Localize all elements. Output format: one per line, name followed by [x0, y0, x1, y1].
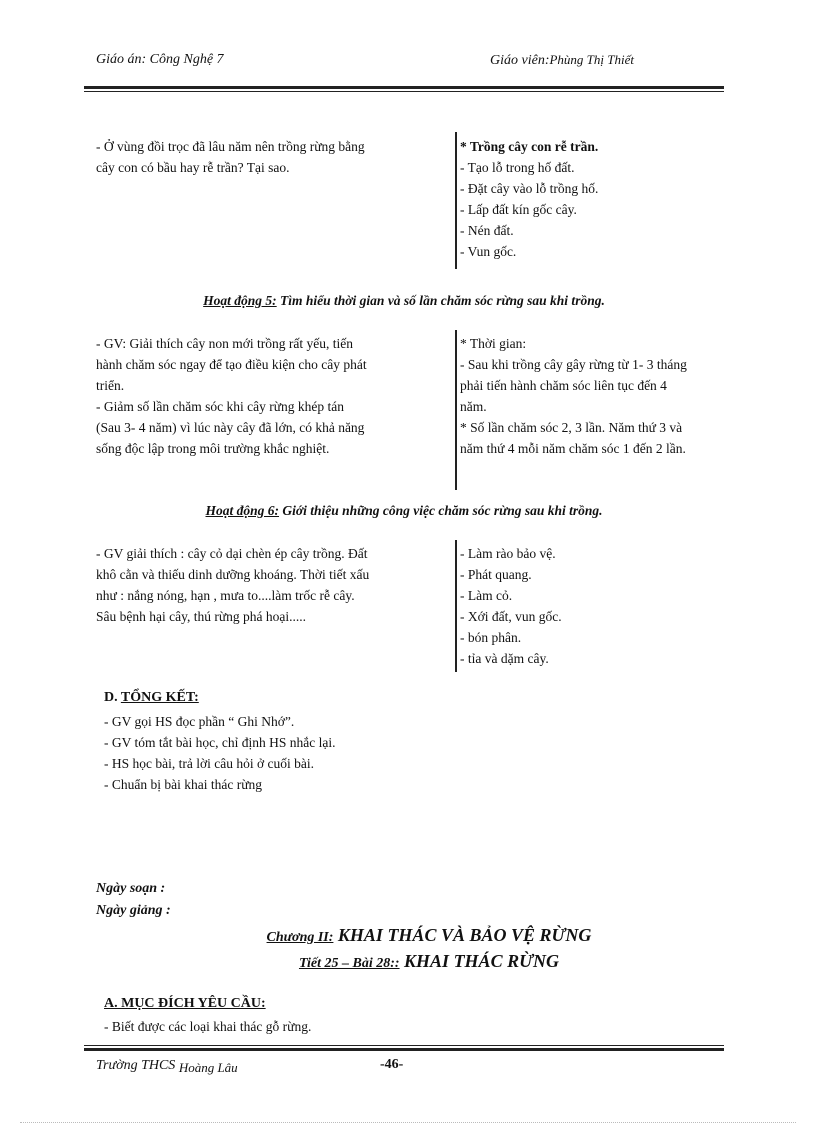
block2-right-line: năm thứ 4 mỗi năm chăm sóc 1 đến 2 lần. — [460, 441, 686, 456]
block1-right — [460, 136, 760, 262]
header-teacher-name: Phùng Thị Thiết — [549, 52, 634, 67]
activity5-text: Tìm hiểu thời gian và số lần chăm sóc rừng sau khi trồng. — [276, 293, 605, 308]
block1-right-line: - Lấp đất kín gốc cây. — [460, 202, 577, 217]
page-number: -46- — [380, 1057, 404, 1072]
lesson-title — [84, 951, 774, 972]
block2-left-line: triển. — [96, 378, 125, 393]
chapter-name: KHAI THÁC VÀ BẢO VỆ RỪNG — [333, 925, 592, 945]
block3-right-line: - Xới đất, vun gốc. — [460, 609, 562, 624]
header-teacher — [490, 52, 634, 69]
activity5-title — [84, 293, 724, 309]
block1-right-line: - Tạo lỗ trong hố đất. — [460, 160, 575, 175]
summary-heading-prefix: D. — [104, 690, 121, 705]
footer-school — [96, 1057, 238, 1074]
block1-right-line: - Đặt cây vào lỗ trồng hố. — [460, 181, 599, 196]
block2-right — [460, 333, 760, 459]
block1-left-line: - Ở vùng đồi trọc đã lâu năm nên trồng rừng bằng — [96, 139, 365, 154]
block3-right-line: - Làm cỏ. — [460, 588, 513, 603]
section-a-heading: A. MỤC ĐÍCH YÊU CẦU: — [104, 996, 266, 1011]
block2-left — [96, 333, 448, 459]
header-rule-thin — [84, 91, 724, 92]
section-a-item: - Biết được các loại khai thác gỗ rừng. — [104, 1019, 312, 1034]
block2-left-line: hành chăm sóc ngay để tạo điều kiện cho cây phát — [96, 357, 367, 372]
date-prepared: Ngày soạn : — [96, 881, 166, 896]
block3-left-line: - GV giải thích : cây cỏ dại chèn ép cây trồng. Đất — [96, 546, 368, 561]
block3-divider — [455, 540, 457, 672]
block2-left-line: - GV: Giải thích cây non mới trồng rất yếu, tiến — [96, 336, 353, 351]
block3-left — [96, 543, 448, 627]
block3-right-line: - Làm rào bảo vệ. — [460, 546, 556, 561]
footer-rule-thin — [84, 1045, 724, 1046]
header-subject: Giáo án: Công Nghệ 7 — [96, 52, 224, 67]
block1-left — [96, 136, 448, 178]
summary-item: - GV tóm tắt bài học, chỉ định HS nhắc lại. — [104, 735, 336, 750]
chapter-label: Chương II: — [266, 930, 334, 945]
block1-divider — [455, 132, 457, 269]
block3-left-line: khô cằn và thiếu dinh dưỡng khoáng. Thời tiết xấu — [96, 567, 370, 582]
summary-heading-text: TỔNG KẾT: — [120, 690, 199, 705]
block2-right-line: năm. — [460, 399, 487, 414]
summary-item: - Chuẩn bị bài khai thác rừng — [104, 777, 263, 792]
block2-right-line: - Sau khi trồng cây gây rừng từ 1- 3 tháng — [460, 357, 687, 372]
block2-divider — [455, 330, 457, 490]
footer-school-name: Hoàng Lâu — [178, 1060, 238, 1075]
block3-right-line: - tỉa và dặm cây. — [460, 651, 549, 666]
activity6-text: Giới thiệu những công việc chăm sóc rừng sau khi trồng. — [279, 503, 603, 518]
block1-right-title: * Trồng cây con rễ trần. — [460, 139, 599, 154]
block1-right-line: - Vun gốc. — [460, 244, 517, 259]
lesson-name: KHAI THÁC RỪNG — [399, 951, 560, 971]
summary-item: - HS học bài, trả lời câu hỏi ở cuối bài. — [104, 756, 314, 771]
summary-list — [104, 711, 504, 795]
lesson-label: Tiết 25 – Bài 28:: — [298, 956, 400, 971]
header-teacher-label: Giáo viên: — [490, 53, 550, 68]
header-rule-thick — [84, 86, 724, 89]
block1-right-line: - Nén đất. — [460, 223, 514, 238]
block3-right-line: - bón phân. — [460, 630, 522, 645]
block3-left-line: Sâu bệnh hại cây, thú rừng phá hoại..... — [96, 609, 307, 624]
activity6-label: Hoạt động 6: — [205, 503, 280, 518]
block2-left-line: (Sau 3- 4 năm) vì lúc này cây đã lớn, có khả năng — [96, 420, 365, 435]
activity6-title — [84, 503, 724, 519]
date-taught: Ngày giảng : — [96, 903, 171, 918]
chapter-title — [84, 925, 774, 946]
block3-left-line: như : nắng nóng, hạn , mưa to....làm trốc rễ cây. — [96, 588, 355, 603]
block2-left-line: sống độc lập trong môi trường khắc nghiệt. — [96, 441, 330, 456]
block2-right-line: * Số lần chăm sóc 2, 3 lần. Năm thứ 3 và — [460, 420, 683, 435]
block2-right-line: * Thời gian: — [460, 336, 527, 351]
block1-left-line: cây con có bầu hay rễ trần? Tại sao. — [96, 160, 290, 175]
footer-rule-thick — [84, 1048, 724, 1051]
block2-left-line: - Giảm số lần chăm sóc khi cây rừng khép tán — [96, 399, 344, 414]
block2-right-line: phải tiến hành chăm sóc liên tục đến 4 — [460, 378, 667, 393]
block3-right-line: - Phát quang. — [460, 567, 532, 582]
summary-item: - GV gọi HS đọc phần “ Ghi Nhớ”. — [104, 714, 295, 729]
footer-school-label: Trường THCS — [96, 1058, 179, 1073]
block3-right — [460, 543, 760, 669]
activity5-label: Hoạt động 5: — [203, 293, 277, 308]
summary-heading — [104, 690, 199, 706]
